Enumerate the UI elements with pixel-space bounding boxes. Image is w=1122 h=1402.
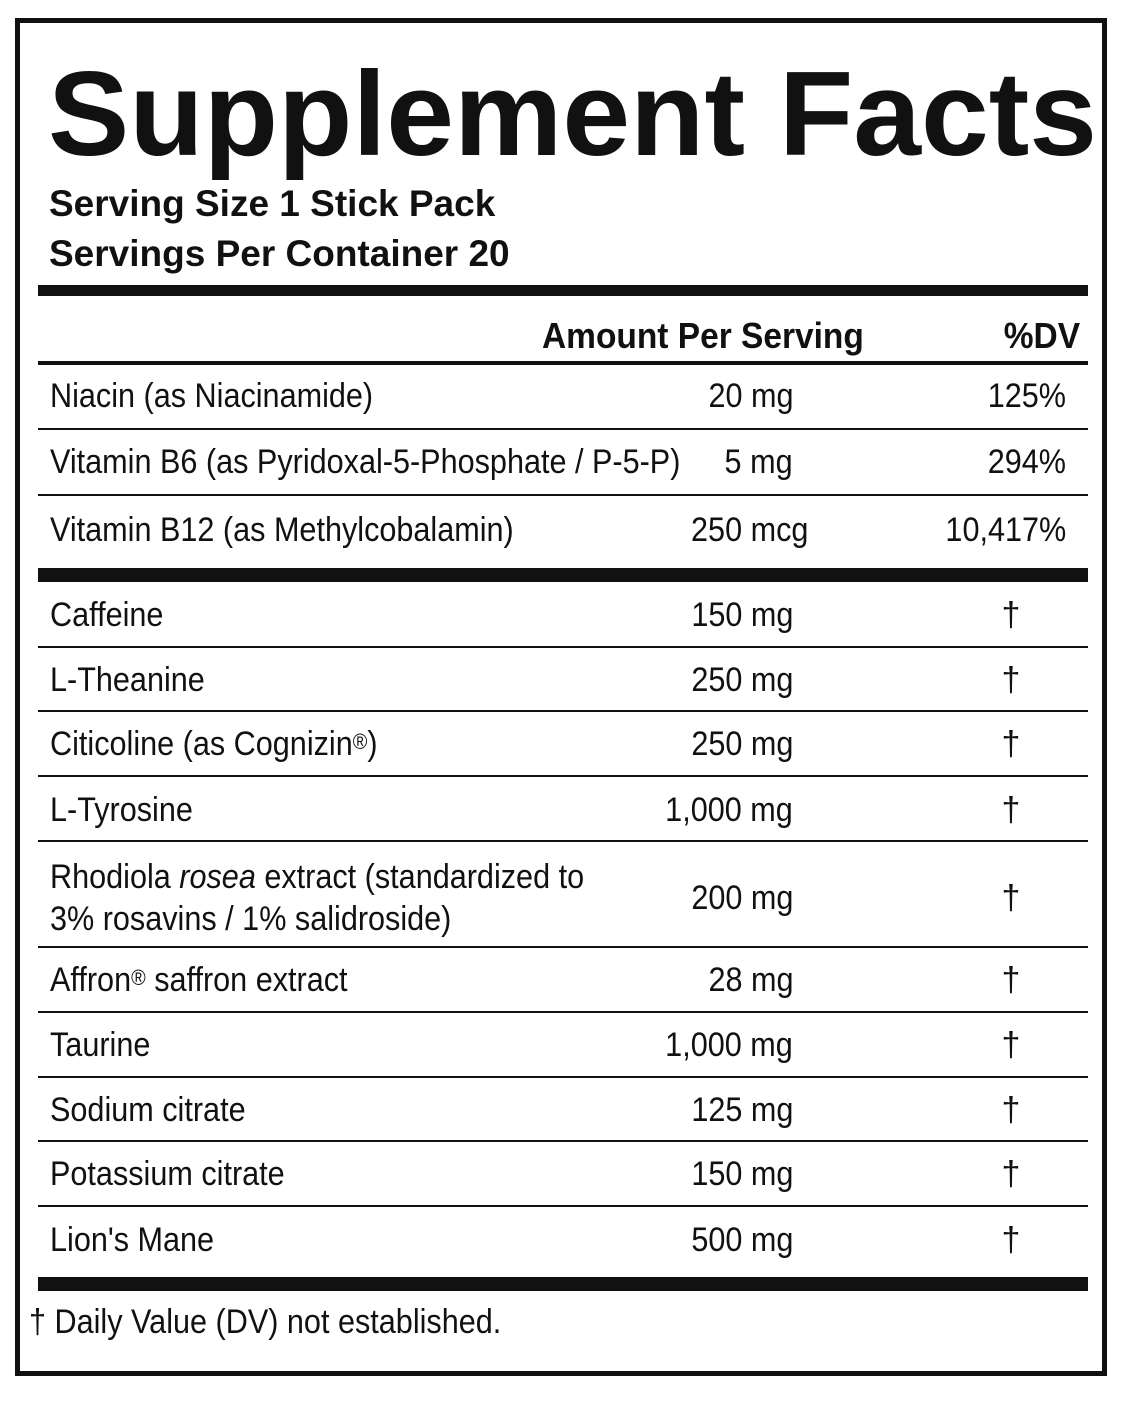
table-row [38,777,1088,840]
ingredient-name: Sodium citrate [50,1091,246,1129]
ingredient-dv: 294% [987,443,1066,481]
ingredient-name: Potassium citrate [50,1155,285,1193]
ingredient-name: Niacin (as Niacinamide) [50,377,374,415]
table-row [38,365,1088,428]
thick-divider [38,1277,1088,1291]
amount-column-header: Amount Per Serving [542,315,864,356]
ingredient-amount: 250 mg [690,661,793,699]
ingredient-name: L-Tyrosine [50,791,193,829]
ingredient-amount: 125 mg [690,1091,793,1129]
table-row [38,648,1088,710]
footnote: † Daily Value (DV) not established. [29,1303,502,1341]
supplement-facts-panel [15,18,1107,1376]
table-row [38,842,1088,946]
ingredient-name: Citicoline (as Cognizin®) [50,725,378,763]
table-row [38,948,1088,1011]
table-row [38,496,1088,568]
dagger-symbol: † [1001,1221,1021,1259]
ingredient-name: Lion's Mane [50,1221,215,1259]
table-row [38,712,1088,775]
ingredient-dv: 10,417% [945,511,1066,549]
ingredient-amount: 5 mg [724,443,793,481]
ingredient-name: Vitamin B6 (as Pyridoxal-5-Phosphate / P-5-P) [50,443,681,481]
ingredient-amount: 1,000 mg [665,1026,793,1064]
dagger-symbol: † [1001,661,1021,699]
dagger-symbol: † [1001,791,1021,829]
servings-per-container: Servings Per Container 20 [49,233,510,274]
registered-mark: ® [352,729,368,754]
ingredient-amount: 250 mcg [690,511,808,549]
dv-column-header: %DV [1003,315,1080,356]
dagger-symbol: † [1001,1026,1021,1064]
table-row [38,1207,1088,1277]
ingredient-amount: 28 mg [707,961,793,999]
table-row [38,1142,1088,1205]
dagger-symbol: † [1001,879,1021,917]
thick-divider [38,568,1088,582]
dagger-symbol: † [1001,596,1021,634]
dagger-symbol: † [1001,725,1021,763]
dagger-symbol: † [1001,961,1021,999]
ingredient-amount: 20 mg [707,377,793,415]
ingredient-name: Rhodiola rosea extract (standardized to [50,858,585,896]
ingredient-name: Taurine [50,1026,151,1064]
dagger-symbol: † [1001,1155,1021,1193]
dagger-symbol: † [1001,1091,1021,1129]
ingredient-amount: 150 mg [690,1155,793,1193]
ingredient-dv: 125% [987,377,1066,415]
ingredient-amount: 150 mg [690,596,793,634]
table-row [38,430,1088,494]
ingredient-amount: 200 mg [690,879,793,917]
table-row [38,582,1088,646]
ingredient-amount: 1,000 mg [665,791,793,829]
panel-title: Supplement Facts [48,47,1098,181]
table-row [38,1013,1088,1076]
ingredient-name: L-Theanine [50,661,205,699]
table-row [38,1078,1088,1140]
ingredient-name-line2: 3% rosavins / 1% salidroside) [50,900,452,938]
ingredient-name: Vitamin B12 (as Methylcobalamin) [50,511,514,549]
ingredient-name: Caffeine [50,596,164,634]
serving-size: Serving Size 1 Stick Pack [49,183,496,224]
thick-divider [38,285,1088,296]
ingredient-amount: 250 mg [690,725,793,763]
ingredient-amount: 500 mg [690,1221,793,1259]
ingredient-name: Affron® saffron extract [50,961,348,999]
registered-mark: ® [131,965,146,990]
